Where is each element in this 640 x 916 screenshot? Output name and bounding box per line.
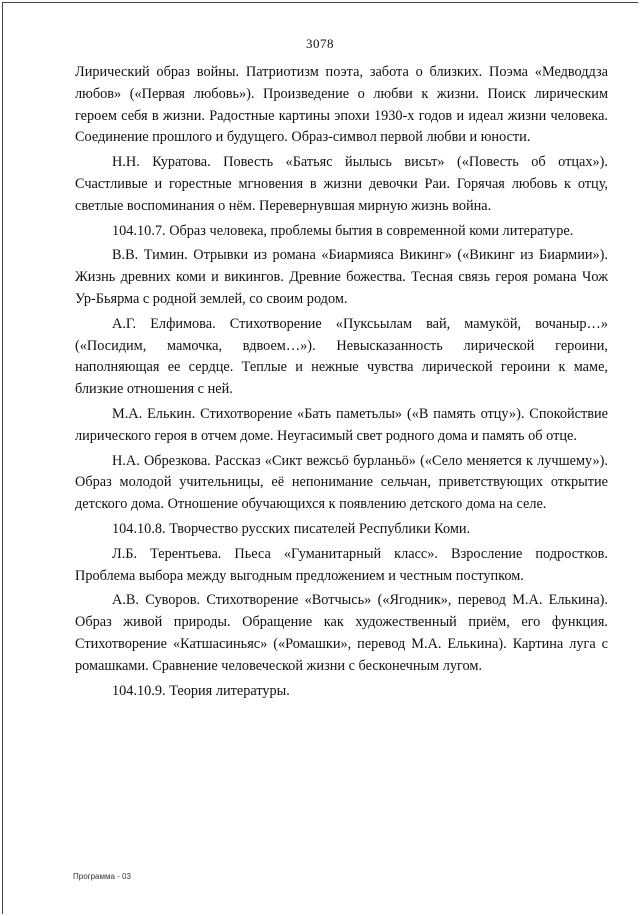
section-heading-104-10-9: 104.10.9. Теория литературы. — [112, 682, 290, 699]
section-heading-104-10-7: 104.10.7. Образ человека, проблемы бытия в современной коми литературе. — [112, 222, 574, 239]
paragraph-terentieva: Л.Б. Терентьева. Пьеса «Гуманитарный класс». Взросление подростков. Проблема выбора между выгодным предложением и честным поступком. — [75, 545, 608, 584]
paragraph-intro: Лирический образ войны. Патриотизм поэта, забота о близких. Поэма «Медводдза любов» («Первая любовь»). Произведение о любви к жизни. Поиск лирическим героем себя в жизни. Радостные картины эпохи 1930-х годов и идеал жизни человека. Соединение прошлого и будущего. Образ-символ первой любви и юности. — [75, 64, 608, 146]
page-number: 3078 — [306, 36, 334, 51]
section-heading-104-10-8: 104.10.8. Творчество русских писателей Республики Коми. — [112, 520, 471, 537]
paragraph-elfimova: А.Г. Елфимова. Стихотворение «Пуксьылам вай, мамукӧй, вочаныр…» («Посидим, мамочка, вдвоем…»). Невысказанность лирической героини, наполняющая ее сердце. Теплые и нежные чувства лирической героини к маме, близкие отношения с ней. — [75, 315, 608, 398]
paragraph-obrezkova: Н.А. Обрезкова. Рассказ «Сикт вежсьӧ бурланьӧ» («Село меняется к лучшему»). Образ молодой учительницы, её непонимание сельчан, приветствующих открытие детского дома. Отношение обучающихся к появлению детского дома на селе. — [75, 452, 608, 513]
paragraph-elkin: М.А. Елькин. Стихотворение «Бать паметьлы» («В память отцу»). Спокойствие лирического героя в отчем доме. Неугасимый свет родного дома и память об отце. — [75, 405, 608, 444]
document-body — [75, 62, 608, 702]
page-footer: Программа - 03 — [73, 872, 131, 881]
paragraph-timin: В.В. Тимин. Отрывки из романа «Биармияса Викинг» («Викинг из Биармии»). Жизнь древних коми и викингов. Древние божества. Тесная связь героя романа Чож Ур-Бьярма с родной землей, со своим родом. — [75, 247, 608, 307]
paragraph-suvorov: А.В. Суворов. Стихотворение «Вотчысь» («Ягодник», перевод М.А. Елькина). Образ живой природы. Обращение как художественный приём, его функция. Стихотворение «Катшасиньяс» («Ромашки», перевод М.А. Елькина). Картина луга с ромашками. Сравнение человеческой жизни с бесконечным лугом. — [75, 592, 608, 674]
paragraph-kuratova: Н.Н. Куратова. Повесть «Батьяс йылысь висьт» («Повесть об отцах»). Счастливые и горестные мгновения в жизни девочки Раи. Горячая любовь к отцу, светлые воспоминания о нём. Перевернувшая мирную жизнь война. — [75, 154, 608, 214]
